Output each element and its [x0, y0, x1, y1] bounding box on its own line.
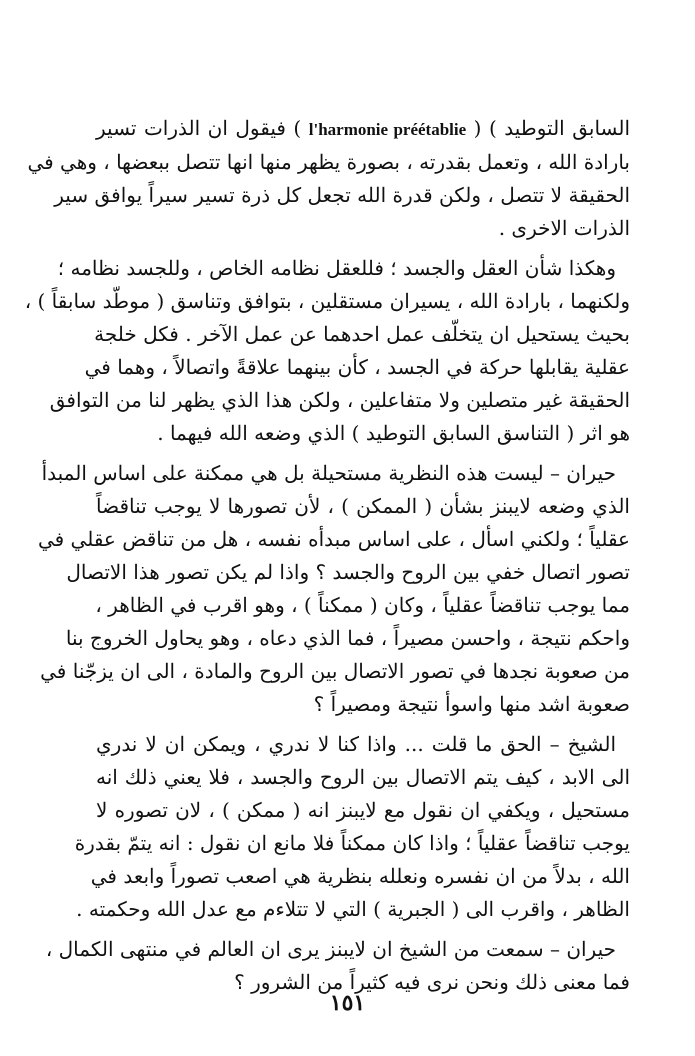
text-line: عقلية يقابلها حركة في الجسد ، كأن بينهما علاقةً واتصالاً ، وهما في: [84, 355, 630, 379]
text-line: من صعوبة نجدها في تصور الاتصال بين الروح والمادة ، الى ان يزجّنا في: [40, 659, 630, 683]
text-line: الشيخ – الحق ما قلت ... واذا كنا لا ندري ، ويمكن ان لا ندري: [96, 732, 616, 756]
text-line: ولكنهما ، بارادة الله ، يسيران مستقلين ، بتوافق وتناسق ( موطّد سابقاً ) ،: [24, 289, 630, 313]
text-line-segment: ) فيقول ان الذرات تسير: [96, 116, 302, 140]
text-line: يوجب تناقضاً عقلياً ؛ واذا كان ممكناً فلا مانع ان نقول : انه يتمّ بقدرة: [74, 831, 630, 855]
text-line: صعوبة اشد منها واسوأ نتيجة ومصيراً ؟: [313, 692, 630, 716]
text-line: [96, 112, 630, 146]
text-line: الحقيقة غير متصلين ولا متفاعلين ، ولكن هذا الذي يظهر لنا من التوافق: [49, 388, 630, 412]
text-line-segment: السابق التوطيد ) (: [473, 116, 631, 140]
text-line: واحكم نتيجة ، واحسن مصيراً ، فما الذي دعاه ، وهو يحاول الخروج بنا: [65, 626, 630, 650]
paragraph: [37, 457, 630, 721]
paragraph: [74, 728, 631, 926]
text-line: مستحيل ، ويكفي ان نقول مع لايبنز انه ( ممكن ) ، لان تصوره لا: [96, 798, 630, 822]
text-line: تصور اتصال خفي بين الروح والجسد ؟ واذا لم يكن تصور هذا الاتصال: [66, 560, 630, 584]
page-number: ١٥١: [329, 990, 366, 1016]
text-line: الله ، بدلاً من ان نفسره ونعلله بنظرية هي اصعب تصوراً وابعد في: [90, 864, 630, 888]
paragraph: [27, 112, 631, 245]
page-text-body: [24, 112, 631, 1006]
text-line: حيران – سمعت من الشيخ ان لايبنز يرى ان العالم في منتهى الكمال ،: [45, 937, 616, 961]
text-line: الظاهر ، واقرب الى ( الجبرية ) التي لا تتلاءم مع عدل الله وحكمته .: [76, 897, 630, 921]
text-line: حيران – ليست هذه النظرية مستحيلة بل هي ممكنة على اساس المبدأ: [41, 461, 616, 485]
text-line: الذي وضعه لايبنز بشأن ( الممكن ) ، لأن تصورها لا يوجب تناقضاً: [96, 494, 630, 518]
text-line: عقلياً ؛ ولكني اسأل ، على اساس مبدأه نفسه ، هل من تناقض عقلي في: [37, 527, 630, 551]
text-line: الذرات الاخرى .: [498, 216, 630, 240]
latin-term: l'harmonie préétablie: [308, 120, 467, 139]
text-line: هو اثر ( التناسق السابق التوطيد ) الذي وضعه الله فيهما .: [157, 421, 630, 445]
text-line: بارادة الله ، وتعمل بقدرته ، بصورة يظهر منها انها تتصل ببعضها ، وهي في: [27, 150, 630, 174]
text-line: فما معنى ذلك ونحن نرى فيه كثيراً من الشرور ؟: [234, 970, 630, 994]
text-line: الى الابد ، كيف يتم الاتصال بين الروح والجسد ، فلا يعني ذلك انه: [96, 765, 631, 789]
paragraph: [24, 252, 630, 450]
text-line: وهكذا شأن العقل والجسد ؛ فللعقل نظامه الخاص ، وللجسد نظامه ؛: [57, 256, 616, 280]
text-line: الحقيقة لا تتصل ، ولكن قدرة الله تجعل كل ذرة تسير سيراً يوافق سير: [54, 183, 630, 207]
text-line: مما يوجب تناقضاً عقلياً ، وكان ( ممكناً ) ، وهو اقرب في الظاهر ،: [95, 593, 630, 617]
text-line: بحيث يستحيل ان يتخلّف عمل احدهما عن عمل الآخر . فكل خلجة: [94, 322, 630, 346]
